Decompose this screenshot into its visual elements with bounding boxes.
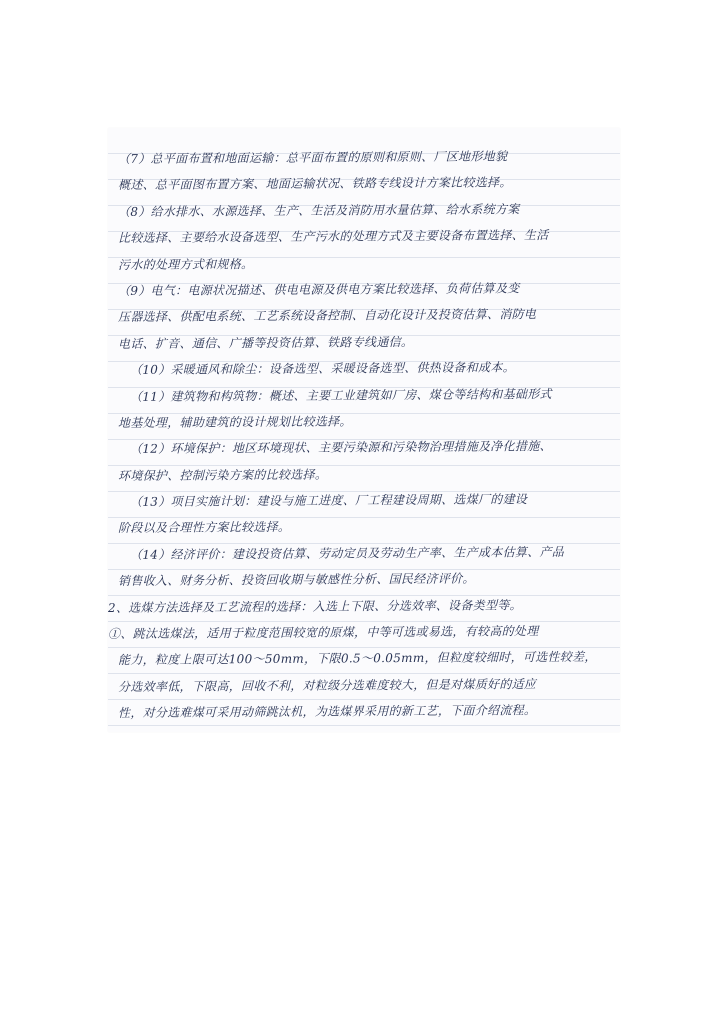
text-line: ①、跳汰选煤法，适用于粒度范围较宽的原煤，中等可选或易选，有较高的处理 — [107, 624, 539, 642]
text-line: 2、选煤方法选择及工艺流程的选择：入选上下限、分选效率、设备类型等。 — [107, 597, 522, 615]
text-line: （8）给水排水、水源选择、生产、生活及消防用水量估算、给水系统方案 — [117, 201, 520, 219]
text-line: 比较选择、主要给水设备选型、生产污水的处理方式及主要设备布置选择、生活 — [117, 228, 549, 246]
text-line: （9）电气：电源状况描述、供电电源及供电方案比较选择、负荷估算及变 — [117, 281, 520, 298]
text-line: 销售收入、财务分析、投资回收期与敏感性分析、国民经济评价。 — [117, 571, 475, 589]
text-line: （14）经济评价：建设投资估算、劳动定员及劳动生产率、生产成本估算、产品 — [129, 544, 565, 562]
handwritten-notes — [107, 146, 618, 727]
text-line: 能力，粒度上限可达100～50mm，下限0.5～0.05mm，但粒度较细时，可选性较差， — [117, 650, 597, 668]
text-line: （13）项目实施计划：建设与施工进度、厂工程建设周期、选煤厂的建设 — [129, 492, 528, 509]
text-line: 污水的处理方式和规格。 — [117, 256, 254, 272]
text-line: 地基处理，辅助建筑的设计规划比较选择。 — [117, 414, 352, 430]
text-line: 阶段以及合理性方案比较选择。 — [117, 520, 291, 536]
text-line: （10）采暖通风和除尘：设备选型、采暖设备选型、供热设备和成本。 — [129, 360, 515, 378]
text-line: 环境保护、控制污染方案的比较选择。 — [117, 467, 328, 483]
text-line: 分选效率低，下限高，回收不利，对粒级分选难度较大，但是对煤质好的适应 — [117, 676, 537, 694]
text-line: 性，对分选难煤可采用动筛跳汰机，为选煤界采用的新工艺，下面介绍流程。 — [117, 703, 537, 721]
text-line: 概述、总平面图布置方案、地面运输状况、铁路专线设计方案比较选择。 — [117, 175, 512, 193]
text-line: （12）环境保护：地区环境现状、主要污染源和污染物治理措施及净化措施、 — [129, 439, 552, 457]
text-line: （7）总平面布置和地面运输：总平面布置的原则和原则、厂区地形地貌 — [117, 149, 508, 166]
text-line: 压器选择、供配电系统、工艺系统设备控制、自动化设计及投资估算、消防电 — [117, 307, 537, 325]
text-line: （11）建筑物和构筑物：概述、主要工业建筑如厂房、煤仓等结构和基础形式 — [129, 386, 552, 404]
text-line: 电话、扩音、通信、广播等投资估算、铁路专线通信。 — [117, 334, 414, 351]
